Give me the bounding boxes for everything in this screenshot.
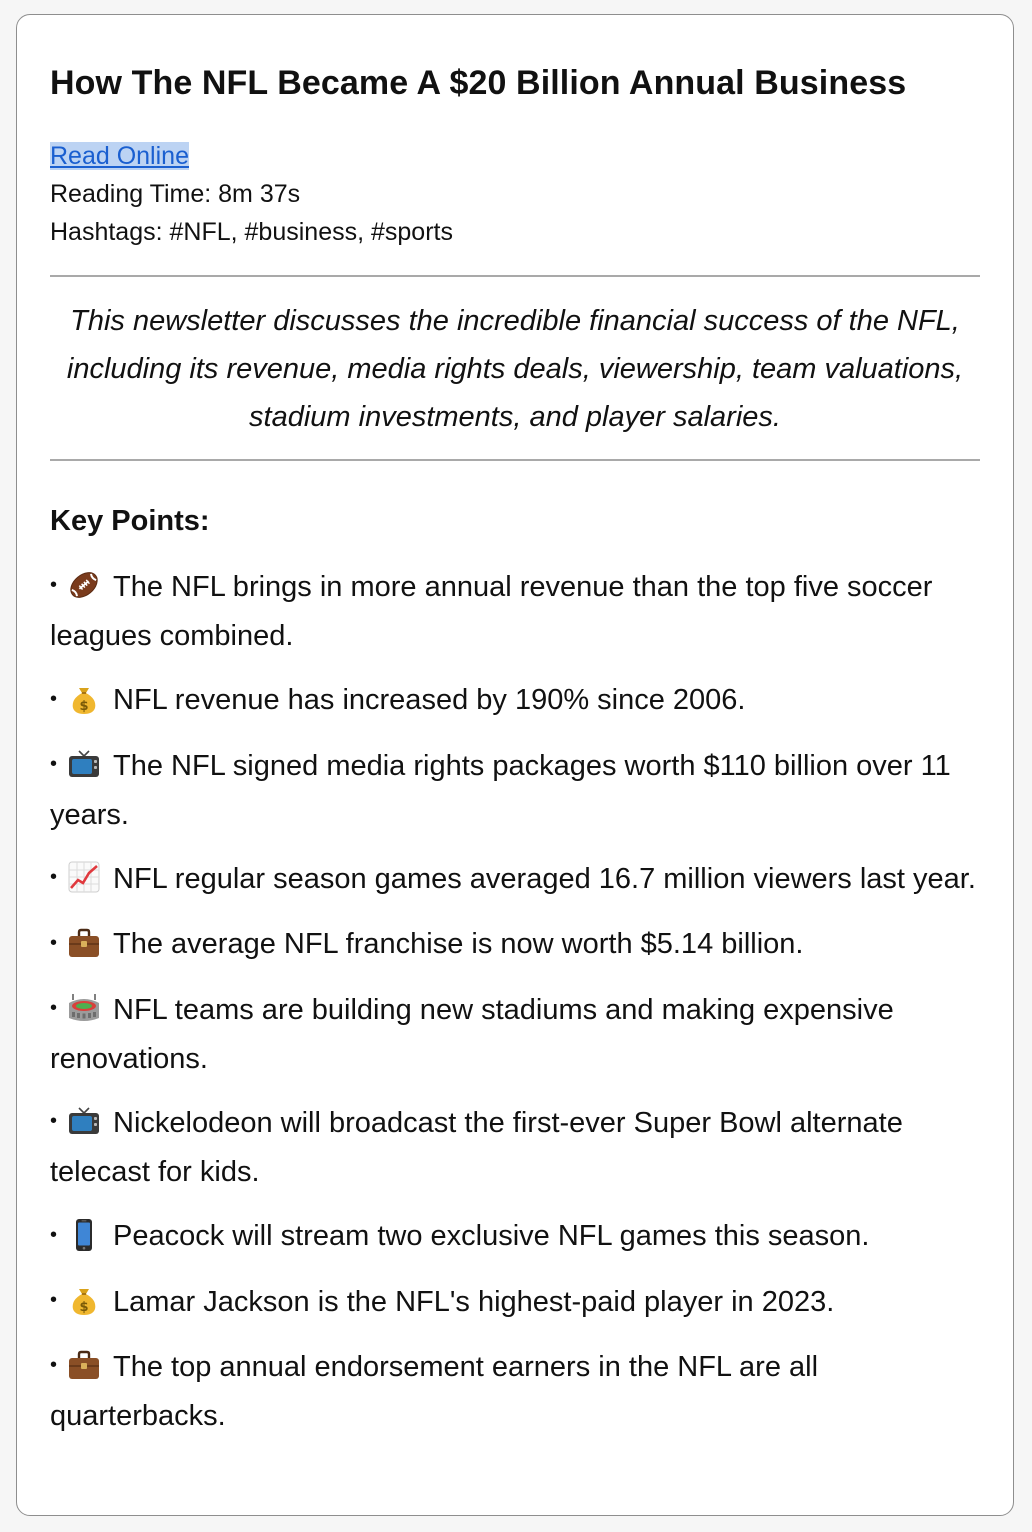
newsletter-meta [50,137,980,251]
key-point-item [50,563,980,660]
bullet-marker: • [50,1223,58,1246]
key-point-text: The average NFL franchise is now worth $5.14 billion. [113,928,804,961]
money-bag-icon [67,1283,101,1317]
key-point-text: NFL teams are building new stadiums and making expensive renovations. [50,993,894,1076]
newsletter-title: How The NFL Became A $20 Billion Annual Business [50,64,907,102]
briefcase-icon [67,926,101,960]
key-point-text: The top annual endorsement earners in the NFL are all quarterbacks. [50,1351,819,1433]
chart-increasing-icon [67,860,101,894]
reading-time: Reading Time: 8m 37s [50,180,301,208]
key-points-list [50,563,980,1440]
bullet-marker: • [50,687,58,710]
bullet-marker: • [50,1354,58,1377]
divider-bottom [50,459,980,461]
bullet-marker: • [50,574,58,597]
key-point-text: NFL revenue has increased by 190% since 2006. [113,684,746,717]
bullet-marker: • [50,931,58,954]
key-point-item [50,1212,980,1261]
key-point-item [50,742,980,839]
key-point-text: NFL regular season games averaged 16.7 million viewers last year. [113,863,976,896]
key-point-item [50,1099,980,1196]
hashtags: Hashtags: #NFL, #business, #sports [50,218,453,246]
key-point-text: The NFL brings in more annual revenue than the top five soccer leagues combined. [50,571,933,653]
stadium-icon [67,991,101,1025]
key-point-item [50,855,980,904]
bullet-marker: • [50,1289,58,1312]
bullet-marker: • [50,866,58,889]
key-point-text: Lamar Jackson is the NFL's highest-paid player in 2023. [113,1285,835,1318]
key-point-item [50,676,980,725]
briefcase-icon [67,1348,101,1382]
bullet-marker: • [50,997,58,1020]
newsletter-summary: This newsletter discusses the incredible financial success of the NFL, including its revenue, media rights deals, viewership, team valuations, stadium investments, and player salaries. [66,305,964,433]
read-online-link[interactable]: Read Online [50,142,189,170]
key-points-heading: Key Points: [50,505,210,537]
svg-text:$: $ [79,1300,89,1316]
money-bag-icon [67,682,101,716]
key-point-item [50,1343,980,1440]
key-point-text: The NFL signed media rights packages worth $110 billion over 11 years. [50,749,951,832]
key-point-text: Peacock will stream two exclusive NFL games this season. [113,1220,870,1253]
key-point-item [50,986,980,1083]
television-icon [67,747,101,781]
key-point-item [50,1278,980,1327]
football-icon [67,568,101,602]
key-point-item [50,920,980,969]
newsletter-card [16,14,1014,1516]
mobile-phone-icon [67,1218,101,1252]
bullet-marker: • [50,1110,58,1133]
television-icon [67,1104,101,1138]
bullet-marker: • [50,753,58,776]
svg-text:$: $ [79,698,89,714]
key-point-text: Nickelodeon will broadcast the first-ever Super Bowl alternate telecast for kids. [50,1107,903,1189]
